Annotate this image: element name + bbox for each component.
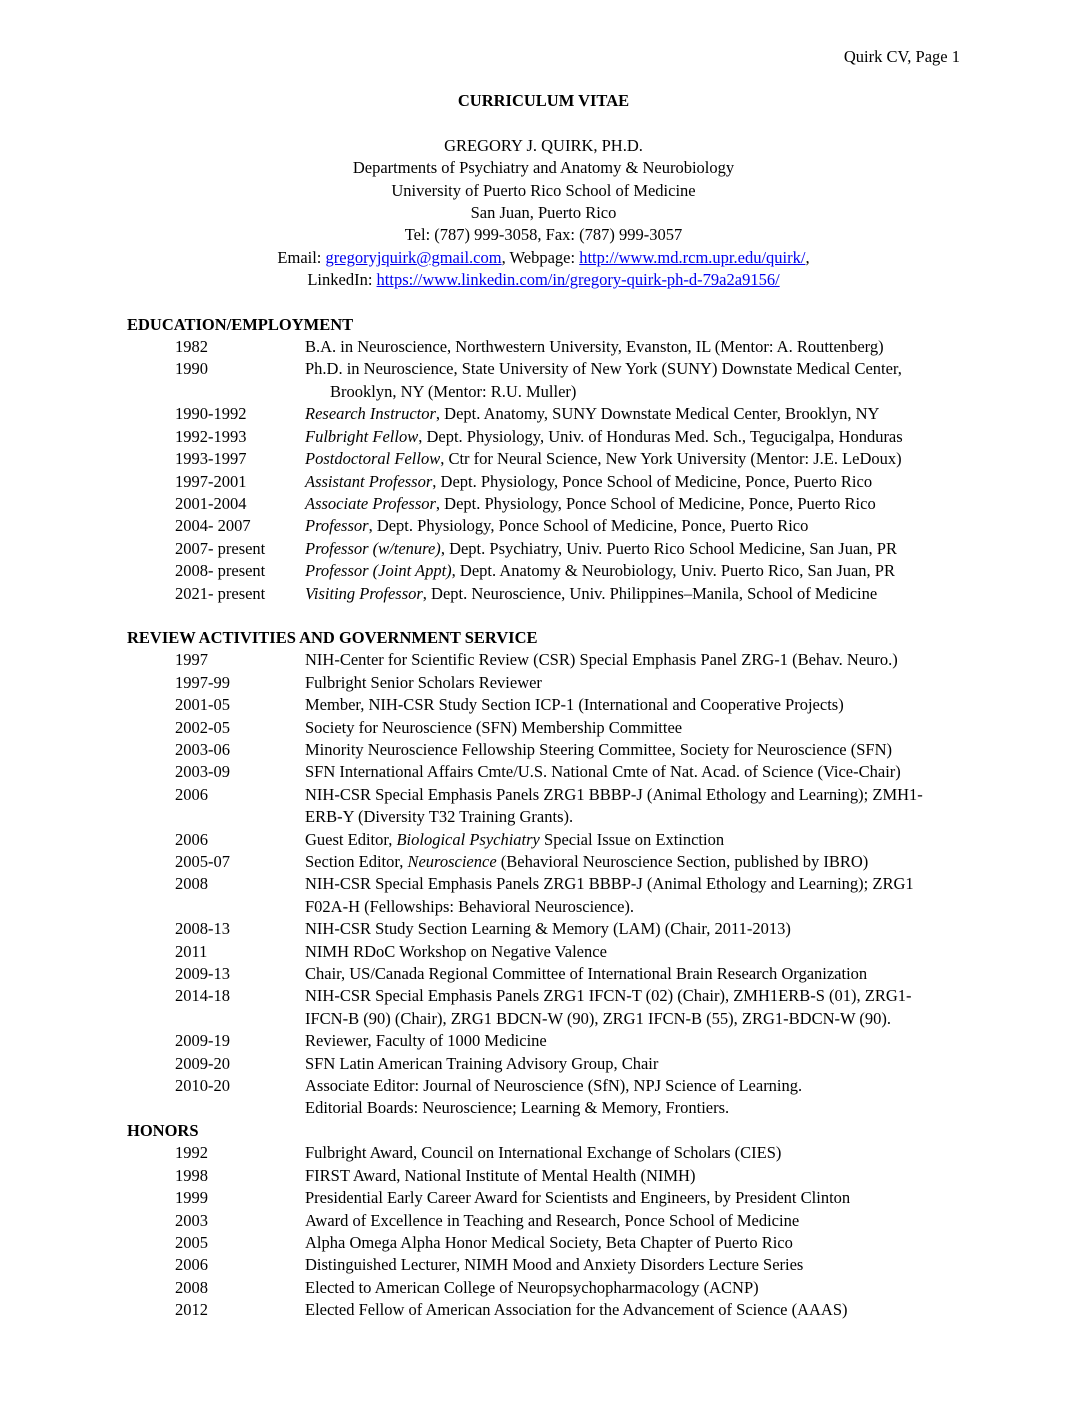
webpage-link[interactable]: http://www.md.rcm.upr.edu/quirk/ bbox=[579, 247, 806, 267]
cv-entry bbox=[127, 963, 960, 985]
cv-entry bbox=[127, 1187, 960, 1209]
entry-text-italic: Professor (Joint Appt) bbox=[305, 561, 452, 581]
cv-entry bbox=[127, 471, 960, 493]
cv-entry bbox=[127, 515, 960, 537]
cv-entry bbox=[127, 873, 960, 918]
entry-description bbox=[305, 1210, 960, 1232]
entry-description bbox=[305, 1232, 960, 1254]
entry-line bbox=[305, 1142, 960, 1164]
entry-line bbox=[305, 1075, 960, 1097]
entry-description bbox=[305, 336, 960, 358]
entry-line bbox=[305, 538, 960, 560]
entry-text: NIH-CSR Special Emphasis Panels ZRG1 BBBP-J (Animal Ethology and Learning); ZRG1 bbox=[305, 874, 914, 894]
cv-entry bbox=[127, 493, 960, 515]
entry-description bbox=[305, 1075, 960, 1120]
webpage-label: , Webpage: bbox=[501, 247, 580, 267]
entry-year: 2005-07 bbox=[175, 852, 230, 871]
entry-line bbox=[305, 985, 960, 1007]
entry-year: 2008 bbox=[175, 874, 208, 894]
entry-description bbox=[305, 829, 960, 851]
contact-line: University of Puerto Rico School of Medicine bbox=[391, 180, 696, 200]
entry-text: Reviewer, Faculty of 1000 Medicine bbox=[305, 1031, 547, 1051]
entry-line bbox=[305, 1277, 960, 1299]
section-heading: EDUCATION/EMPLOYMENT bbox=[127, 314, 354, 334]
entry-text: , Dept. Physiology, Ponce School of Medicine, Ponce, Puerto Rico bbox=[435, 493, 876, 513]
entry-text: , Dept. Physiology, Univ. of Honduras Med. Sch., Tegucigalpa, Honduras bbox=[418, 426, 903, 446]
contact-linkedin-line bbox=[127, 269, 960, 291]
cv-entry bbox=[127, 1165, 960, 1187]
entry-text: Associate Editor: Journal of Neuroscience (SfN), NPJ Science of Learning. bbox=[305, 1076, 803, 1096]
entry-text: Member, NIH-CSR Study Section ICP-1 (International and Cooperative Projects) bbox=[305, 695, 844, 715]
entry-line bbox=[305, 403, 960, 425]
section-review-activities bbox=[127, 627, 960, 1120]
entry-description bbox=[305, 784, 960, 829]
cv-entry bbox=[127, 784, 960, 829]
entry-text: Award of Excellence in Teaching and Research, Ponce School of Medicine bbox=[305, 1210, 800, 1230]
entry-text: Presidential Early Career Award for Scientists and Engineers, by President Clinton bbox=[305, 1188, 851, 1208]
entry-description bbox=[305, 694, 960, 716]
entry-year: 2007- present bbox=[175, 538, 266, 558]
entry-description bbox=[305, 358, 960, 403]
entry-description bbox=[305, 1142, 960, 1164]
entry-text: Chair, US/Canada Regional Committee of International Brain Research Organization bbox=[305, 964, 868, 984]
entry-description bbox=[305, 1187, 960, 1209]
entry-year: 2011 bbox=[175, 941, 208, 961]
cv-entry bbox=[127, 1030, 960, 1052]
entry-text: , Dept. Neuroscience, Univ. Philippines–Manila, School of Medicine bbox=[422, 583, 878, 603]
cv-entry bbox=[127, 694, 960, 716]
entry-text: Elected Fellow of American Association for the Advancement of Science (AAAS) bbox=[305, 1300, 848, 1320]
cv-entry bbox=[127, 1299, 960, 1321]
webpage-suffix: , bbox=[805, 247, 810, 267]
entry-description bbox=[305, 761, 960, 783]
entry-description bbox=[305, 1030, 960, 1052]
entry-description bbox=[305, 1299, 960, 1321]
cv-entry bbox=[127, 1053, 960, 1075]
entry-line-continuation bbox=[305, 896, 960, 918]
entry-year: 1997 bbox=[175, 650, 208, 670]
entry-text: , Dept. Anatomy, SUNY Downstate Medical Center, Brooklyn, NY bbox=[435, 404, 880, 424]
entry-year: 1993-1997 bbox=[175, 449, 247, 469]
entry-description bbox=[305, 493, 960, 515]
entry-year: 1992 bbox=[175, 1143, 208, 1163]
entry-text: Section Editor, bbox=[305, 852, 408, 871]
entry-description bbox=[305, 649, 960, 671]
document-title: CURRICULUM VITAE bbox=[457, 91, 630, 111]
entry-line bbox=[305, 851, 960, 873]
entry-year: 1982 bbox=[175, 337, 208, 357]
cv-sections bbox=[127, 314, 960, 1322]
entry-text: Elected to American College of Neuropsychopharmacology (ACNP) bbox=[305, 1277, 759, 1297]
entry-text: Society for Neuroscience (SFN) Membership Committee bbox=[305, 717, 683, 737]
entry-text: NIH-CSR Special Emphasis Panels ZRG1 IFCN-T (02) (Chair), ZMH1ERB-S (01), ZRG1- bbox=[305, 986, 912, 1006]
entry-text: Guest Editor, bbox=[305, 829, 397, 849]
linkedin-label: LinkedIn: bbox=[307, 270, 377, 290]
entry-line bbox=[305, 739, 960, 761]
entry-year: 1992-1993 bbox=[175, 426, 247, 446]
entry-year: 2006 bbox=[175, 829, 208, 849]
entry-line bbox=[305, 1232, 960, 1254]
entry-line bbox=[305, 963, 960, 985]
entry-text: Fulbright Senior Scholars Reviewer bbox=[305, 672, 542, 692]
entry-text: Alpha Omega Alpha Honor Medical Society, Beta Chapter of Puerto Rico bbox=[305, 1232, 793, 1252]
cv-entry bbox=[127, 739, 960, 761]
entry-line bbox=[305, 672, 960, 694]
cv-entry bbox=[127, 426, 960, 448]
entry-line bbox=[305, 560, 960, 582]
entry-line bbox=[305, 1187, 960, 1209]
entry-line bbox=[305, 1254, 960, 1276]
section-heading: REVIEW ACTIVITIES AND GOVERNMENT SERVICE bbox=[127, 627, 538, 647]
entry-year: 2008-13 bbox=[175, 919, 230, 939]
entry-year: 2006 bbox=[175, 784, 208, 804]
entry-description bbox=[305, 918, 960, 940]
cv-entry bbox=[127, 358, 960, 403]
entry-year: 2021- present bbox=[175, 583, 266, 603]
entry-description bbox=[305, 1254, 960, 1276]
entry-year: 2008- present bbox=[175, 561, 266, 581]
entry-year: 2003-09 bbox=[175, 762, 230, 782]
entry-line-continuation bbox=[305, 806, 960, 828]
entry-text: , Dept. Physiology, Ponce School of Medicine, Ponce, Puerto Rico bbox=[432, 471, 873, 491]
entry-description bbox=[305, 538, 960, 560]
entry-year: 2002-05 bbox=[175, 717, 230, 737]
entry-text: , Dept. Physiology, Ponce School of Medicine, Ponce, Puerto Rico bbox=[368, 516, 809, 536]
entry-text-italic: Assistant Professor bbox=[305, 471, 433, 491]
entry-line bbox=[305, 426, 960, 448]
entry-description bbox=[305, 1053, 960, 1075]
contact-email-line bbox=[127, 247, 960, 269]
entry-text-italic: Visiting Professor bbox=[305, 583, 423, 603]
entry-line bbox=[305, 493, 960, 515]
entry-text: Editorial Boards: Neuroscience; Learning & Memory, Frontiers. bbox=[305, 1098, 730, 1118]
entry-description bbox=[305, 471, 960, 493]
cv-entry bbox=[127, 1232, 960, 1254]
cv-entry bbox=[127, 672, 960, 694]
cv-entry bbox=[127, 560, 960, 582]
entry-text-italic: Neuroscience bbox=[407, 852, 497, 871]
entry-line bbox=[305, 873, 960, 895]
entry-year: 2004- 2007 bbox=[175, 516, 251, 536]
section-education-employment bbox=[127, 314, 960, 605]
entry-year: 2006 bbox=[175, 1255, 208, 1275]
cv-entry bbox=[127, 1254, 960, 1276]
entry-text: NIMH RDoC Workshop on Negative Valence bbox=[305, 941, 607, 961]
entry-year: 2014-18 bbox=[175, 986, 230, 1006]
entry-year: 2001-05 bbox=[175, 695, 230, 715]
entry-year: 1998 bbox=[175, 1165, 208, 1185]
contact-line: Tel: (787) 999-3058, Fax: (787) 999-3057 bbox=[404, 225, 683, 245]
entry-text: F02A-H (Fellowships: Behavioral Neuroscience). bbox=[305, 896, 635, 916]
entry-description bbox=[305, 448, 960, 470]
entry-text: Brooklyn, NY (Mentor: R.U. Muller) bbox=[330, 381, 577, 401]
cv-entry bbox=[127, 761, 960, 783]
entry-text: NIH-CSR Special Emphasis Panels ZRG1 BBBP-J (Animal Ethology and Learning); ZMH1- bbox=[305, 784, 923, 804]
entry-description bbox=[305, 941, 960, 963]
entry-text: SFN Latin American Training Advisory Group, Chair bbox=[305, 1053, 659, 1073]
entry-line bbox=[305, 358, 960, 380]
entry-description bbox=[305, 403, 960, 425]
entry-description bbox=[305, 515, 960, 537]
entry-line bbox=[305, 1053, 960, 1075]
entry-year: 1990-1992 bbox=[175, 404, 247, 424]
entry-line bbox=[305, 829, 960, 851]
entry-line bbox=[305, 336, 960, 358]
entry-year: 2012 bbox=[175, 1300, 208, 1320]
entry-text: IFCN-B (90) (Chair), ZRG1 BDCN-W (90), ZRG1 IFCN-B (55), ZRG1-BDCN-W (90). bbox=[305, 1008, 892, 1028]
cv-entry bbox=[127, 717, 960, 739]
entry-text: FIRST Award, National Institute of Mental Health (NIMH) bbox=[305, 1165, 696, 1185]
entry-description bbox=[305, 560, 960, 582]
cv-entry bbox=[127, 1142, 960, 1164]
cv-entry bbox=[127, 918, 960, 940]
entry-text: Ph.D. in Neuroscience, State University of New York (SUNY) Downstate Medical Center, bbox=[305, 359, 902, 379]
entry-description bbox=[305, 873, 960, 918]
entry-text-italic: Biological Psychiatry bbox=[396, 829, 540, 849]
cv-entry bbox=[127, 1277, 960, 1299]
entry-line bbox=[305, 941, 960, 963]
entry-description bbox=[305, 1277, 960, 1299]
entry-description bbox=[305, 739, 960, 761]
entry-text: Minority Neuroscience Fellowship Steering Committee, Society for Neuroscience (SFN) bbox=[305, 739, 892, 759]
page-number-header: Quirk CV, Page 1 bbox=[843, 47, 960, 66]
section-heading: HONORS bbox=[127, 1120, 199, 1140]
entry-text-italic: Postdoctoral Fellow bbox=[305, 449, 441, 469]
linkedin-link[interactable]: https://www.linkedin.com/in/gregory-quirk-ph-d-79a2a9156/ bbox=[376, 270, 780, 290]
entry-year: 2008 bbox=[175, 1277, 208, 1297]
cv-entry bbox=[127, 985, 960, 1030]
entry-text-italic: Fulbright Fellow bbox=[305, 426, 419, 446]
entry-text: Distinguished Lecturer, NIMH Mood and Anxiety Disorders Lecture Series bbox=[305, 1255, 804, 1275]
entry-line bbox=[305, 694, 960, 716]
cv-entry bbox=[127, 583, 960, 605]
contact-address-lines bbox=[127, 157, 960, 247]
entry-line bbox=[305, 448, 960, 470]
entry-description bbox=[305, 1165, 960, 1187]
entry-line-continuation bbox=[305, 1008, 960, 1030]
entry-text: ERB-Y (Diversity T32 Training Grants). bbox=[305, 807, 574, 827]
entry-year: 1997-2001 bbox=[175, 471, 247, 491]
section-honors bbox=[127, 1120, 960, 1322]
entry-year: 2009-13 bbox=[175, 964, 230, 984]
entry-line-continuation bbox=[330, 381, 960, 403]
entry-line bbox=[305, 649, 960, 671]
entry-text: (Behavioral Neuroscience Section, published by IBRO) bbox=[496, 852, 869, 871]
entry-year: 1999 bbox=[175, 1188, 208, 1208]
entry-text: , Dept. Psychiatry, Univ. Puerto Rico School Medicine, San Juan, PR bbox=[440, 538, 897, 558]
entry-year: 2010-20 bbox=[175, 1076, 230, 1096]
entry-description bbox=[305, 672, 960, 694]
entry-line bbox=[305, 1165, 960, 1187]
entry-text-italic: Associate Professor bbox=[305, 493, 436, 513]
entry-text: B.A. in Neuroscience, Northwestern University, Evanston, IL (Mentor: A. Routtenberg) bbox=[305, 337, 884, 357]
entry-year: 2009-20 bbox=[175, 1053, 230, 1073]
entry-description bbox=[305, 583, 960, 605]
entry-text: , Ctr for Neural Science, New York University (Mentor: J.E. LeDoux) bbox=[440, 449, 902, 469]
cv-entry bbox=[127, 829, 960, 851]
email-label: Email: bbox=[277, 247, 326, 267]
entry-line bbox=[305, 918, 960, 940]
contact-line: San Juan, Puerto Rico bbox=[470, 203, 617, 223]
cv-entry bbox=[127, 403, 960, 425]
cv-entry bbox=[127, 1075, 960, 1120]
entry-year: 2009-19 bbox=[175, 1031, 230, 1051]
entry-description bbox=[305, 963, 960, 985]
entry-text: Special Issue on Extinction bbox=[539, 829, 725, 849]
person-name: GREGORY J. QUIRK, PH.D. bbox=[444, 135, 643, 155]
cv-entry bbox=[127, 649, 960, 671]
entry-line bbox=[305, 515, 960, 537]
contact-block bbox=[127, 135, 960, 292]
entry-line bbox=[305, 471, 960, 493]
entry-text: Fulbright Award, Council on International Exchange of Scholars (CIES) bbox=[305, 1143, 782, 1163]
entry-text: SFN International Affairs Cmte/U.S. National Cmte of Nat. Acad. of Science (Vice-Chair) bbox=[305, 762, 901, 782]
entry-description bbox=[305, 717, 960, 739]
cv-entry bbox=[127, 336, 960, 358]
entry-line bbox=[305, 1030, 960, 1052]
entry-text: , Dept. Anatomy & Neurobiology, Univ. Puerto Rico, San Juan, PR bbox=[451, 561, 895, 581]
entry-line bbox=[305, 1299, 960, 1321]
entry-text-italic: Professor (w/tenure) bbox=[305, 538, 441, 558]
contact-line: Departments of Psychiatry and Anatomy & Neurobiology bbox=[352, 158, 735, 178]
entry-line-continuation bbox=[305, 1097, 960, 1119]
cv-entry bbox=[127, 851, 960, 873]
cv-entry bbox=[127, 1210, 960, 1232]
entry-year: 2003 bbox=[175, 1210, 208, 1230]
entry-text-italic: Professor bbox=[305, 516, 369, 536]
entry-line bbox=[305, 583, 960, 605]
entry-description bbox=[305, 985, 960, 1030]
cv-entry bbox=[127, 941, 960, 963]
entry-line bbox=[305, 784, 960, 806]
email-link[interactable]: gregoryjquirk@gmail.com bbox=[325, 247, 502, 267]
entry-description bbox=[305, 426, 960, 448]
entry-text-italic: Research Instructor bbox=[305, 404, 436, 424]
entry-year: 2001-2004 bbox=[175, 493, 247, 513]
entry-year: 2003-06 bbox=[175, 739, 230, 759]
entry-text: NIH-CSR Study Section Learning & Memory (LAM) (Chair, 2011-2013) bbox=[305, 919, 791, 939]
entry-line bbox=[305, 717, 960, 739]
entry-text: NIH-Center for Scientific Review (CSR) Special Emphasis Panel ZRG-1 (Behav. Neuro.) bbox=[305, 650, 898, 670]
entry-year: 1997-99 bbox=[175, 672, 230, 692]
cv-entry bbox=[127, 538, 960, 560]
entry-year: 1990 bbox=[175, 359, 208, 379]
cv-entry bbox=[127, 448, 960, 470]
entry-description bbox=[305, 851, 960, 873]
entry-line bbox=[305, 761, 960, 783]
entry-line bbox=[305, 1210, 960, 1232]
entry-year: 2005 bbox=[175, 1232, 208, 1252]
